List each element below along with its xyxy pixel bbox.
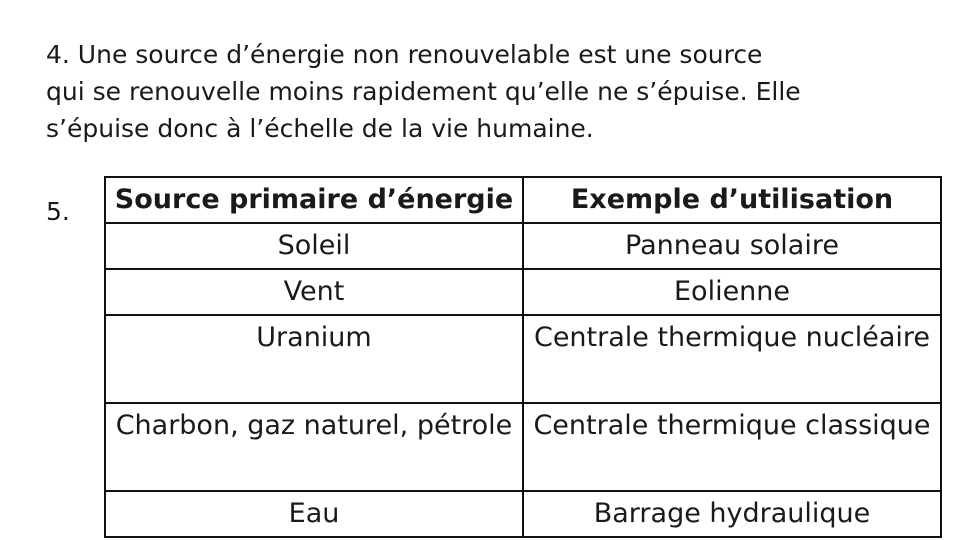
energy-sources-table	[104, 176, 942, 538]
paragraph-line: 4. Une source d’énergie non renouvelable est une source	[46, 40, 763, 69]
cell-example: Barrage hydraulique	[523, 491, 941, 537]
cell-source: Eau	[105, 491, 523, 537]
cell-example: Panneau solaire	[523, 223, 941, 269]
header-source: Source primaire d’énergie	[105, 177, 523, 223]
cell-source: Uranium	[105, 315, 523, 403]
table-row	[105, 403, 941, 491]
cell-source: Charbon, gaz naturel, pétrole	[105, 403, 523, 491]
paragraph-4	[46, 36, 926, 147]
table-row	[105, 223, 941, 269]
cell-example: Eolienne	[523, 269, 941, 315]
paragraph-line: qui se renouvelle moins rapidement qu’elle ne s’épuise. Elle	[46, 77, 801, 106]
paragraph-line: s’épuise donc à l’échelle de la vie humaine.	[46, 114, 594, 143]
header-example: Exemple d’utilisation	[523, 177, 941, 223]
item-number: 5.	[46, 197, 70, 226]
table-header-row	[105, 177, 941, 223]
cell-source: Vent	[105, 269, 523, 315]
table-row	[105, 491, 941, 537]
cell-example: Centrale thermique classique	[523, 403, 941, 491]
table-row	[105, 269, 941, 315]
table-row	[105, 315, 941, 403]
cell-example: Centrale thermique nucléaire	[523, 315, 941, 403]
cell-source: Soleil	[105, 223, 523, 269]
